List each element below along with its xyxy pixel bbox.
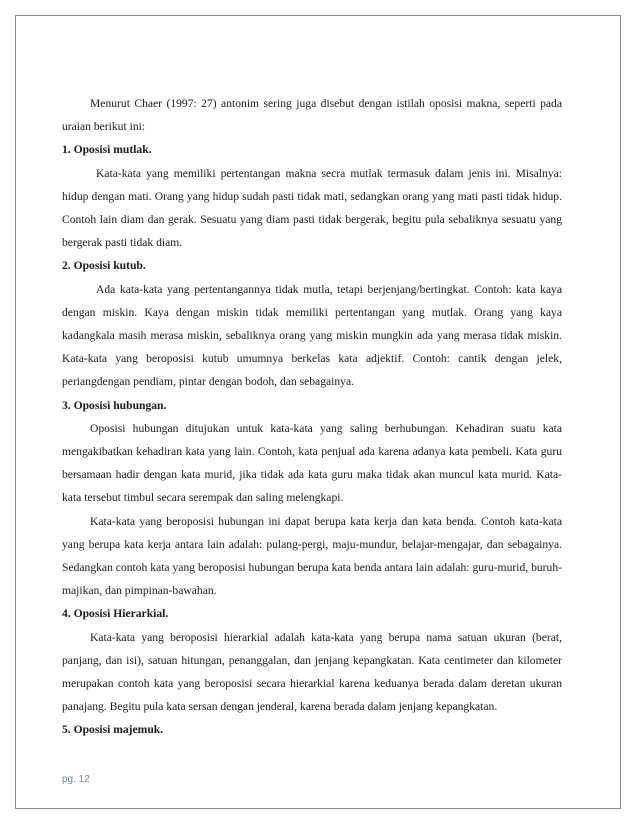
section-heading: 2. Oposisi kutub. <box>62 259 146 273</box>
document-body <box>62 92 562 742</box>
section-paragraph: Ada kata-kata yang pertentangannya tidak mutla, tetapi berjenjang/bertingkat. Contoh: kata kaya dengan miskin. Kaya dengan miskin tidak memiliki pertentangan yang mutlak. Orang yang kaya kadangkala masih merasa miskin, sebaliknya orang yang miskin mungkin ada yang merasa tidak miskin. Kata-kata yang beroposisi kutub umumnya berkelas kata adjektif. Contoh: cantik dengan jelek, periangdengan pendiam, pintar dengan bodoh, dan sebagainya. <box>62 282 562 389</box>
section-heading: 3. Oposisi hubungan. <box>62 398 167 412</box>
section-heading: 5. Oposisi majemuk. <box>62 723 164 737</box>
intro-paragraph: Menurut Chaer (1997: 27) antonim sering juga disebut dengan istilah oposisi makna, seperti pada uraian berikut ini: <box>62 97 562 134</box>
section-heading: 1. Oposisi mutlak. <box>62 143 152 157</box>
section-paragraph: Kata-kata yang beroposisi hierarkial adalah kata-kata yang berupa nama satuan ukuran (berat, panjang, dan isi), satuan hitungan, penanggalan, dan jenjang kepangkatan. Kata centimeter dan kilometer merupakan contoh kata yang beroposisi secara hierarkial karena keduanya berada dalam deretan ukuran panajang. Begitu pula kata sersan dengan jenderal, karena berada dalam jenjang kepangkatan. <box>62 630 562 714</box>
section-paragraph: Oposisi hubungan ditujukan untuk kata-kata yang saling berhubungan. Kehadiran suatu kata mengakibatkan kehadiran kata yang lain. Contoh, kata penjual ada karena adanya kata pembeli. Kata guru bersamaan hadir dengan kata murid, jika tidak ada kata guru maka tidak akan muncul kata murid. Kata-kata tersebut timbul secara serempak dan saling melengkapi. <box>62 421 562 505</box>
section-paragraph: Kata-kata yang memiliki pertentangan makna secra mutlak termasuk dalam jenis ini. Misalnya: hidup dengan mati. Orang yang hidup sudah pasti tidak mati, sedangkan orang yang mati pasti tidak hidup. Contoh lain diam dan gerak. Sesuatu yang diam pasti tidak bergerak, begitu pula sebaliknya sesuatu yang bergerak pasti tidak diam. <box>62 166 562 250</box>
section-heading: 4. Oposisi Hierarkial. <box>62 607 169 621</box>
page-number: pg. 12 <box>62 774 90 785</box>
section-paragraph: Kata-kata yang beroposisi hubungan ini dapat berupa kata kerja dan kata benda. Contoh kata-kata yang berupa kata kerja antara lain adalah: pulang-pergi, maju-mundur, belajar-mengajar, dan sebagainya. Sedangkan contoh kata yang beroposisi hubungan berupa kata benda antara lain adalah: guru-murid, buruh-majikan, dan pimpinan-bawahan. <box>62 514 562 598</box>
